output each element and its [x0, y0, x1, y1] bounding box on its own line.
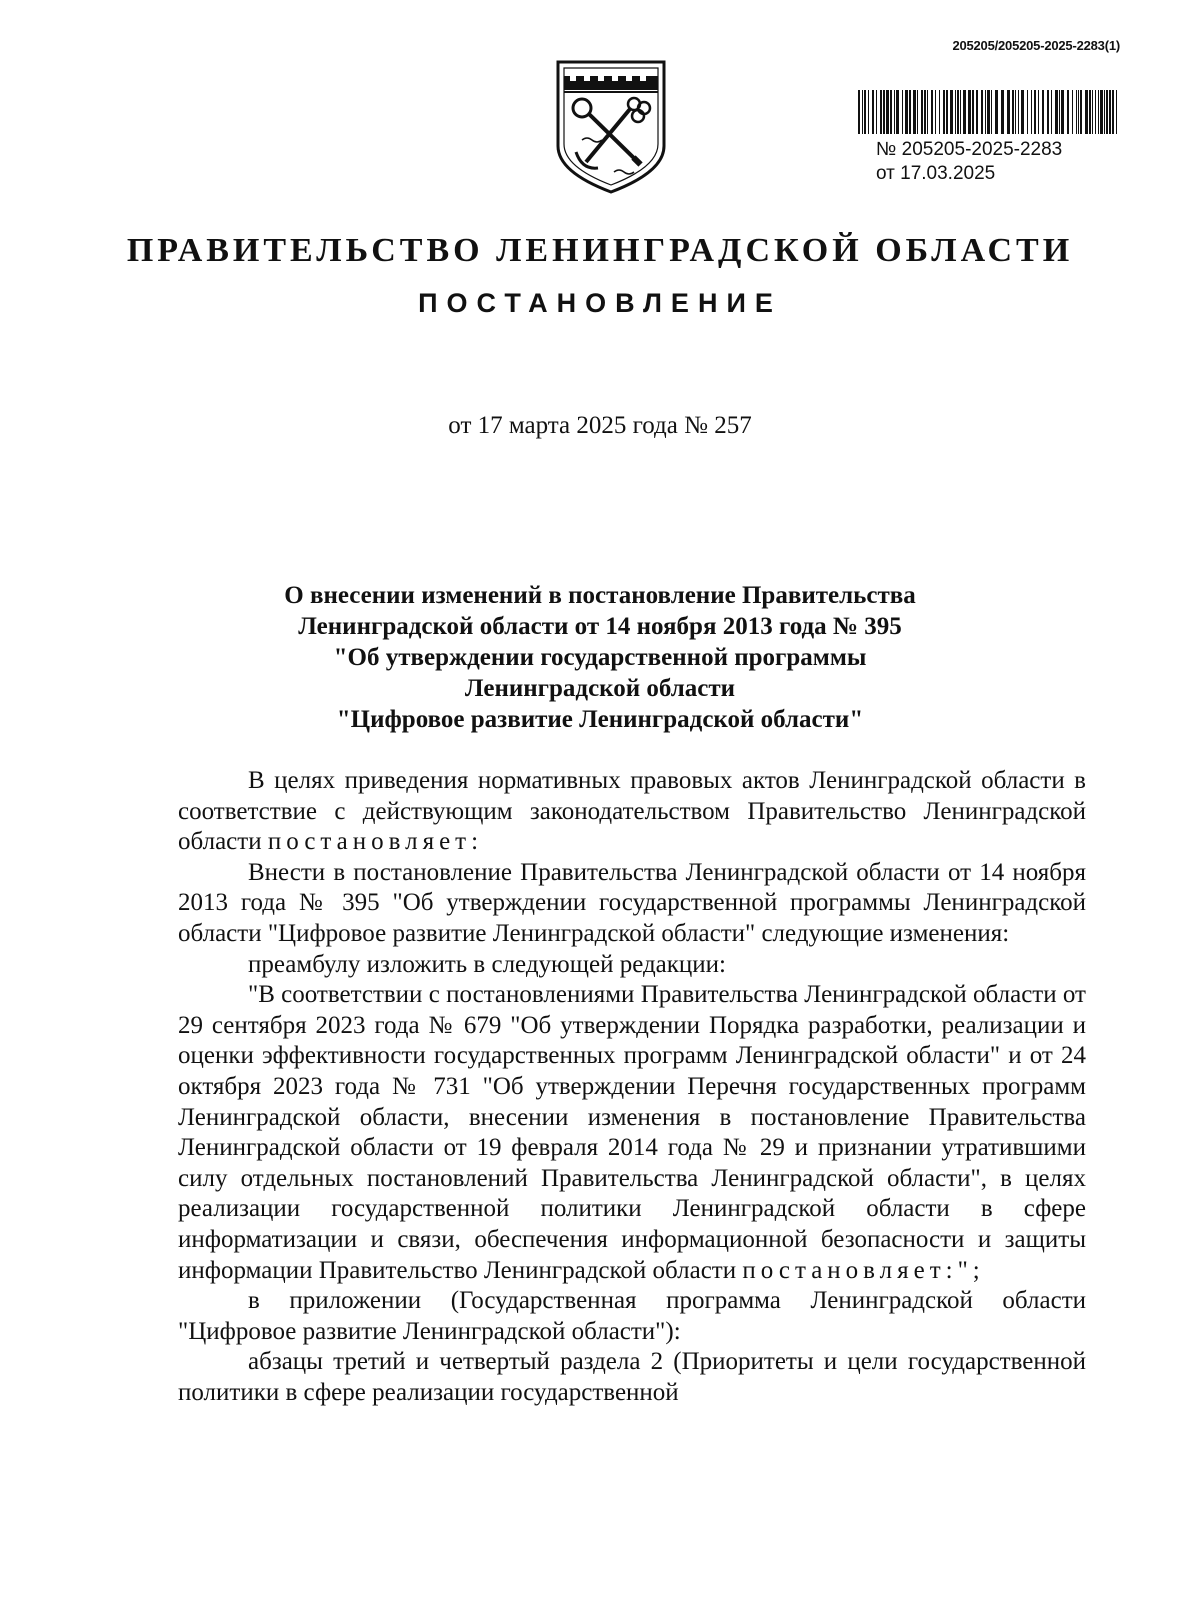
paragraph-appendix: в приложении (Государственная программа Ленинградской области "Цифровое развитие Ленинградской области"): — [178, 1287, 1086, 1345]
spaced-keyword: постановляет:"; — [742, 1256, 985, 1284]
heading-line: Ленинградской области — [464, 675, 736, 702]
heading-line: Ленинградской области от 14 ноября 2013 года № 395 — [298, 613, 902, 640]
government-title: ПРАВИТЕЛЬСТВО ЛЕНИНГРАДСКОЙ ОБЛАСТИ — [126, 232, 1074, 269]
document-body — [178, 766, 1086, 1408]
paragraph-sections: абзацы третий и четвертый раздела 2 (Приоритеты и цели государственной политики в сфере реализации государственной — [178, 1348, 1086, 1406]
spaced-keyword: постановляет: — [267, 828, 484, 856]
heading-line: О внесении изменений в постановление Правительства — [284, 582, 916, 609]
document-type: ПОСТАНОВЛЕНИЕ — [418, 288, 782, 318]
registration-block — [876, 138, 1062, 186]
paragraph-amendment: Внести в постановление Правительства Ленинградской области от 14 ноября 2013 года № 395 "Об утверждении государственной программы Ленинградской области "Цифровое развитие Ленинградской области" следующие изменения: — [178, 858, 1086, 947]
paragraph-text: "В соответствии с постановлениями Правительства Ленинградской области от 29 сентября 2023 года № 679 "Об утверждении Порядка разработки, реализации и оценки эффективности государственных программ Ленинградской области" и от 24 октября 2023 года № 731 "Об утверждении Перечня государственных программ Ленинградской области, внесении изменения в постановление Правительства Ленинградской области от 19 февраля 2014 года № 29 и признании утратившими силу отдельных постановлений Правительства Ленинградской области", в целях реализации государственной политики Ленинградской области в сфере информатизации и связи, обеспечения информационной безопасности и защиты информации Правительство Ленинградской области — [178, 981, 1086, 1284]
reference-number: 205205/205205-2025-2283(1) — [952, 38, 1120, 53]
paragraph-text: В целях приведения нормативных правовых актов Ленинградской области в соответствие с действующим законодательством Правительство Ленинградской области — [178, 767, 1086, 856]
registration-date: от 17.03.2025 — [876, 163, 996, 184]
barcode — [858, 90, 1120, 134]
paragraph-preamble-instruction: преамбулу изложить в следующей редакции: — [248, 950, 727, 978]
document-heading — [160, 580, 1040, 735]
registration-number: № 205205-2025-2283 — [876, 139, 1063, 160]
heading-line: "Цифровое развитие Ленинградской области" — [336, 706, 864, 733]
coat-of-arms-icon — [552, 54, 670, 196]
heading-line: "Об утверждении государственной программы — [333, 644, 867, 671]
document-date-number: от 17 марта 2025 года № 257 — [448, 412, 752, 439]
paragraph-quoted-preamble — [178, 980, 1086, 1286]
paragraph-preamble — [178, 766, 1086, 858]
